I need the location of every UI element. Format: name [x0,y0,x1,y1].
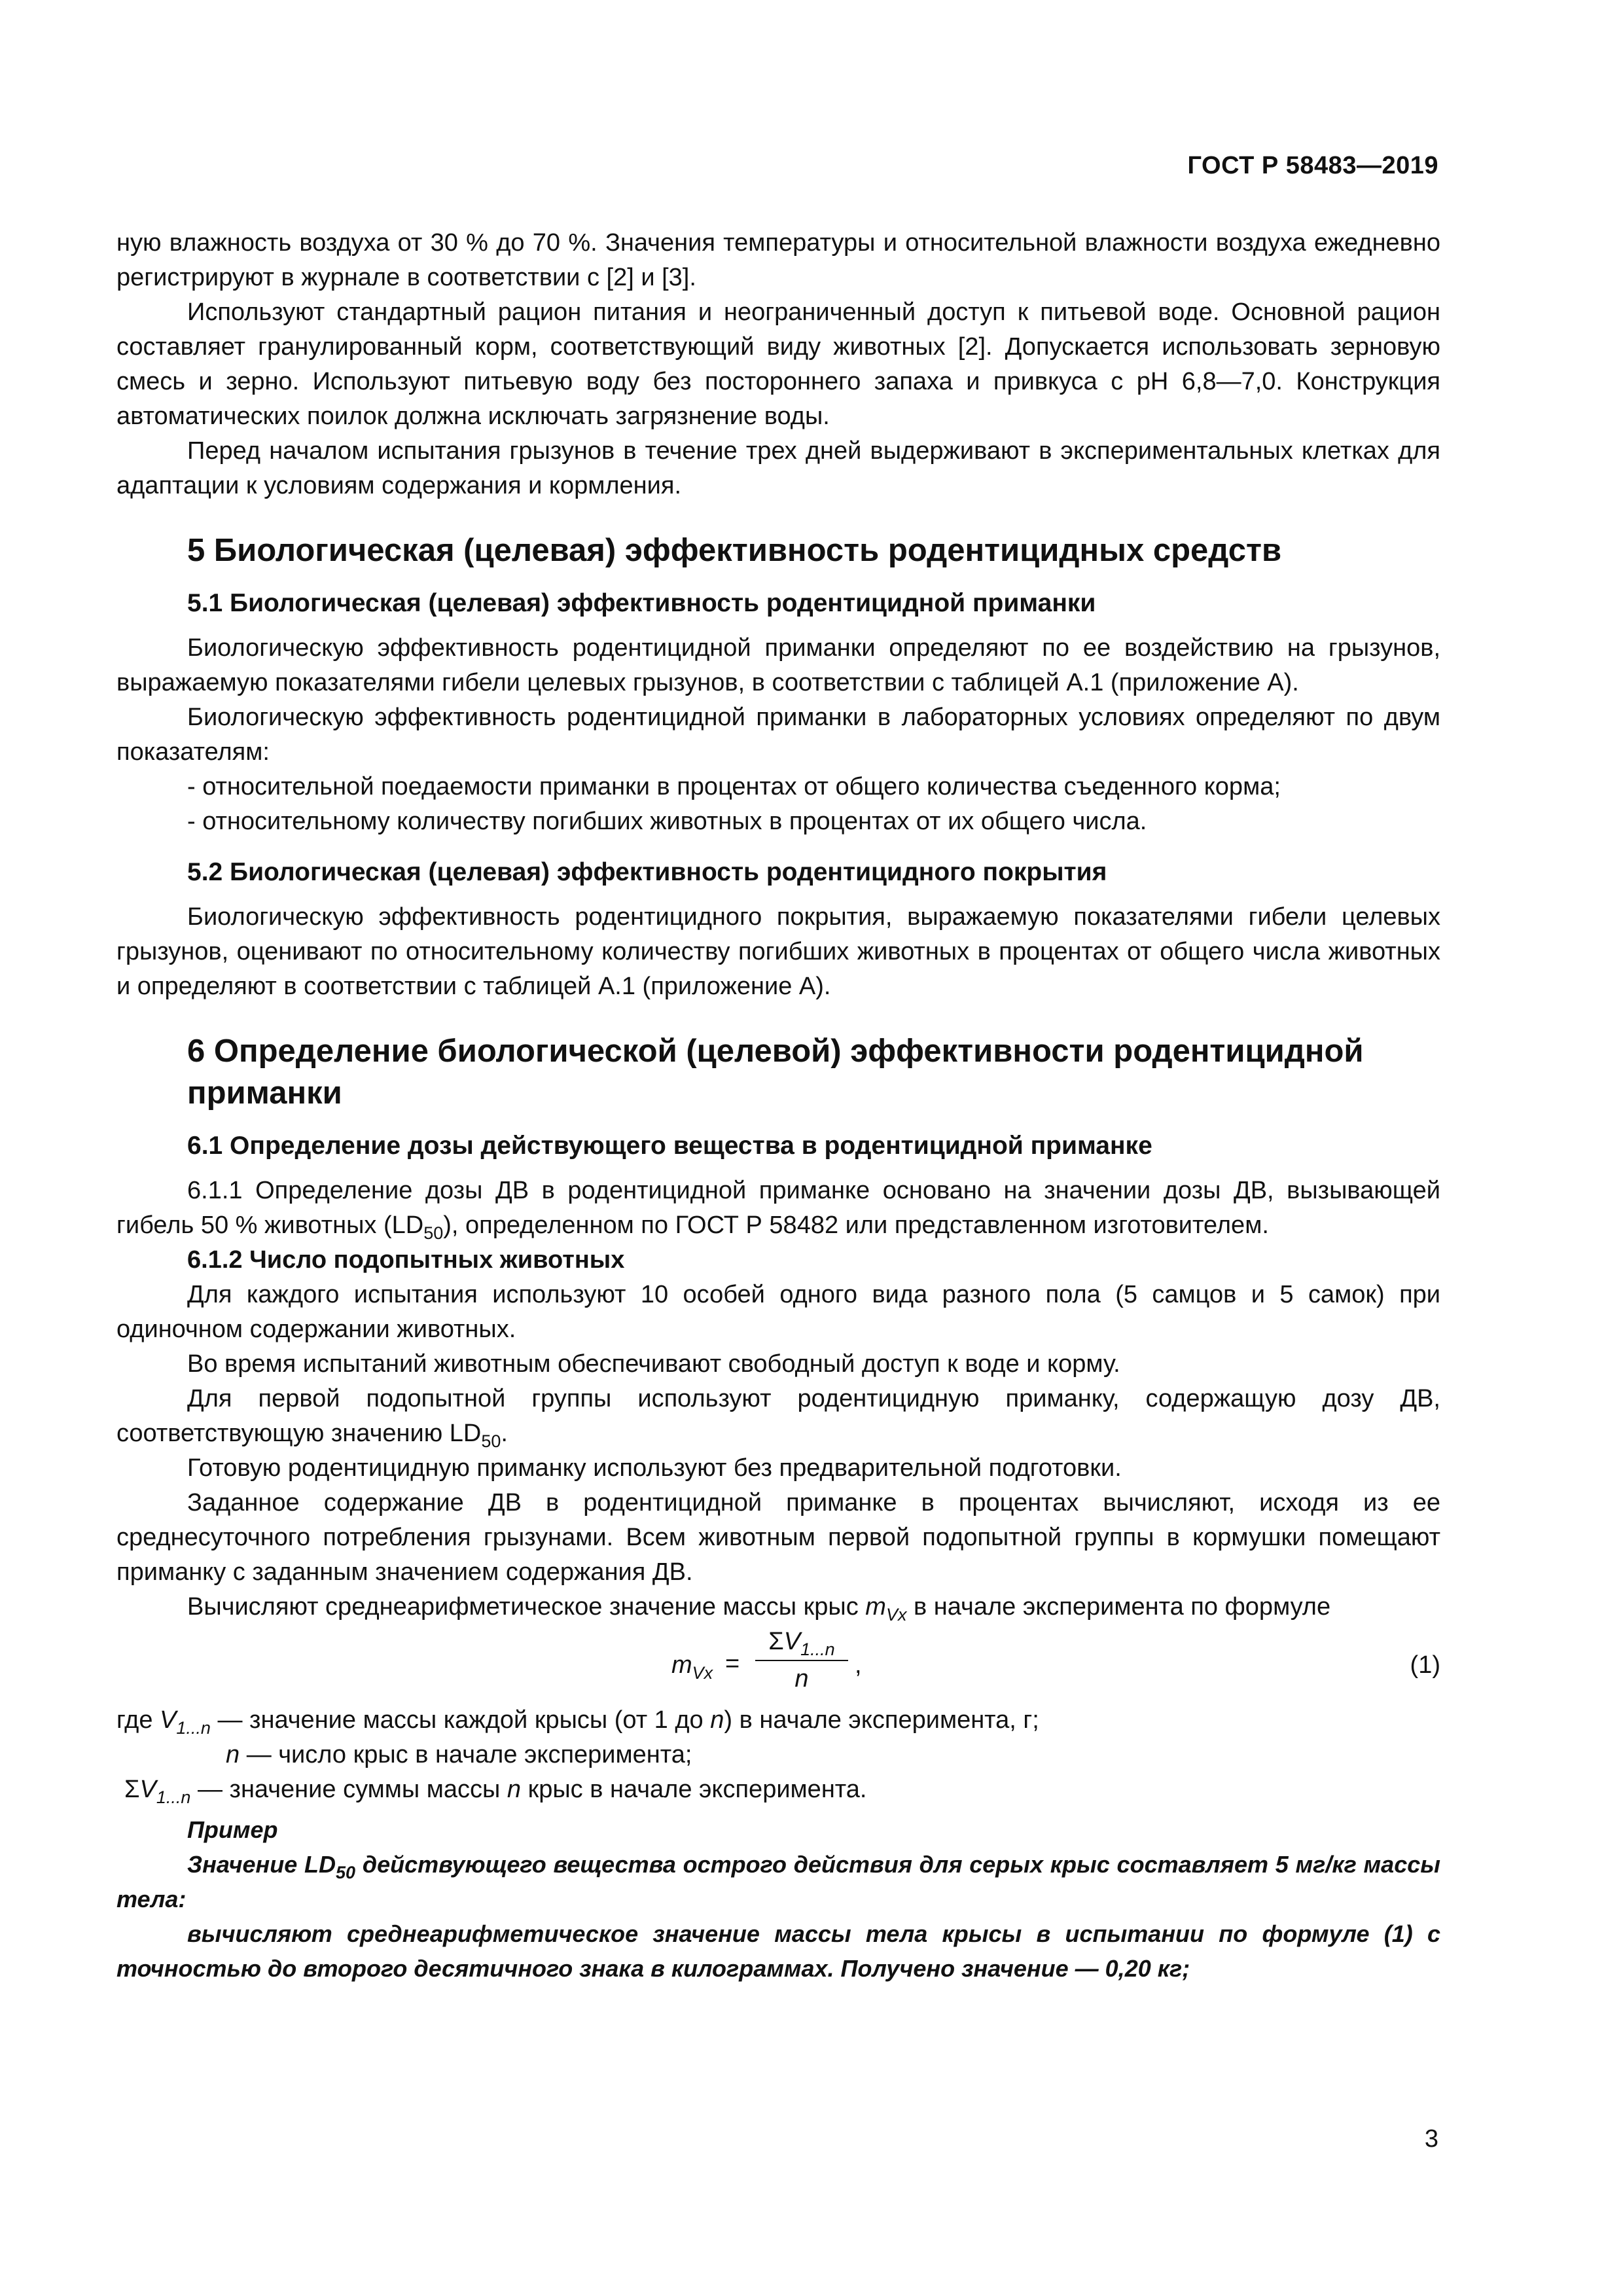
section-6-1-2-paragraph-1: Для каждого испытания используют 10 особей одного вида разного пола (5 самцов и 5 самок) при одиночном содержании животных. [116,1281,1440,1343]
section-6-1-heading: 6.1 Определение дозы действующего вещества в родентицидной приманке [187,1132,1152,1160]
formula-denominator: n [794,1665,809,1693]
page-number: 3 [1424,2125,1438,2153]
formula-equals: = [725,1650,740,1677]
formula-comma: , [855,1651,862,1679]
where-row-2: n — число крыс в начале эксперимента; [226,1741,692,1768]
section-5-2-heading: 5.2 Биологическая (целевая) эффективность родентицидного покрытия [187,858,1107,886]
formula-number: (1) [1410,1651,1440,1679]
example-label: Пример [187,1816,278,1843]
where-row-3: $\Sigma V_{1...n}$ — значение суммы массы n крыс в начале эксперимента. [124,1776,867,1807]
standard-designation: ГОСТ Р 58483—2019 [1187,152,1438,179]
section-6-1-2-paragraph-5: Заданное содержание ДВ в родентицидной приманке в процентах вычисляют, исходя из ее среднесуточного потребления грызунами. Всем животным первой подопытной группы в кормушки помещают приманку с заданным значением содержания ДВ. [116,1489,1440,1586]
list-item: - относительной поедаемости приманки в процентах от общего количества съеденного корма; [187,773,1281,800]
example-paragraph-2: вычисляют среднеарифметическое значение массы тела крысы в испытании по формуле (1) с точностью до второго десятичного знака в килограммах. Получено значение — 0,20 кг; [116,1920,1440,1982]
section-6-1-2-paragraph-3: Для первой подопытной группы используют родентицидную приманку, содержащую дозу ДВ, соответствующую значению $LD_{50}$. [116,1385,1440,1451]
fraction-bar [755,1660,848,1661]
where-row-1: где $V_{1...n}$ — значение массы каждой крысы (от 1 до n) в начале эксперимента, г; [116,1706,1039,1738]
intro-paragraph-3: Перед началом испытания грызунов в течение трех дней выдерживают в экспериментальных клетках для адаптации к условиям содержания и кормления. [116,437,1440,499]
formula-fraction [753,1624,851,1695]
document-body [116,226,1440,1986]
intro-paragraph-1: ную влажность воздуха от 30 % до 70 %. Значения температуры и относительной влажности воздуха ежедневно регистрируют в журнале в соответствии с [2] и [3]. [116,229,1440,291]
section-6-1-1-paragraph: 6.1.1 Определение дозы ДВ в родентицидной приманке основано на значении дозы ДВ, вызывающей гибель 50 % животных $(LD_{50})$, определенном по ГОСТ Р 58482 или представленном изготовителем. [116,1177,1440,1243]
section-6-heading: 6 Определение биологической (целевой) эффективности родентицидной приманки [187,1033,1364,1111]
intro-paragraph-2: Используют стандартный рацион питания и неограниченный доступ к питьевой воде. Основной рацион составляет гранулированный корм, соответствующий виду животных [2]. Допускается использовать зерновую смесь и зерно. Используют питьевую воду без постороннего запаха и привкуса с pH 6,8—7,0. Конструкция автоматических поилок должна исключать загрязнение воды. [116,298,1440,430]
section-5-1-paragraph-2: Биологическую эффективность родентицидной приманки в лабораторных условиях определяют по двум показателям: [116,704,1440,766]
section-5-heading: 5 Биологическая (целевая) эффективность родентицидных средств [187,533,1282,568]
section-6-1-2-paragraph-4: Готовую родентицидную приманку используют без предварительной подготовки. [187,1454,1122,1482]
where-lead: где [116,1706,153,1734]
formula-lhs: $m_{Vx}$ [671,1651,713,1683]
formula-1 [116,1624,1440,1703]
section-5-1-paragraph-1: Биологическую эффективность родентицидной приманки определяют по ее воздействию на грызунов, выражаемую показателями гибели целевых грызунов, в соответствии с таблицей А.1 (приложение А). [116,634,1440,696]
section-5-1-heading: 5.1 Биологическая (целевая) эффективность родентицидной приманки [187,589,1096,617]
section-5-2-paragraph: Биологическую эффективность родентицидного покрытия, выражаемую показателями гибели целевых грызунов, оценивают по относительному количеству погибших животных в процентах от общего числа животных и определяют в соответствии с таблицей А.1 (приложение А). [116,903,1440,1000]
section-6-1-2-paragraph-2: Во время испытаний животным обеспечивают свободный доступ к воде и корму. [187,1350,1120,1378]
section-6-1-2-heading: 6.1.2 Число подопытных животных [187,1246,625,1274]
formula-numerator: $\Sigma V_{1...n}$ [768,1628,835,1659]
example-paragraph-1: Значение $LD_{50}$ действующего вещества острого действия для серых крыс составляет 5 мг/кг массы тела: [116,1851,1440,1912]
section-6-1-2-paragraph-6: Вычисляют среднеарифметическое значение массы крыс $m_{Vx}$ в начале эксперимента по формуле [187,1593,1331,1624]
list-item: - относительному количеству погибших животных в процентах от их общего числа. [187,808,1147,835]
